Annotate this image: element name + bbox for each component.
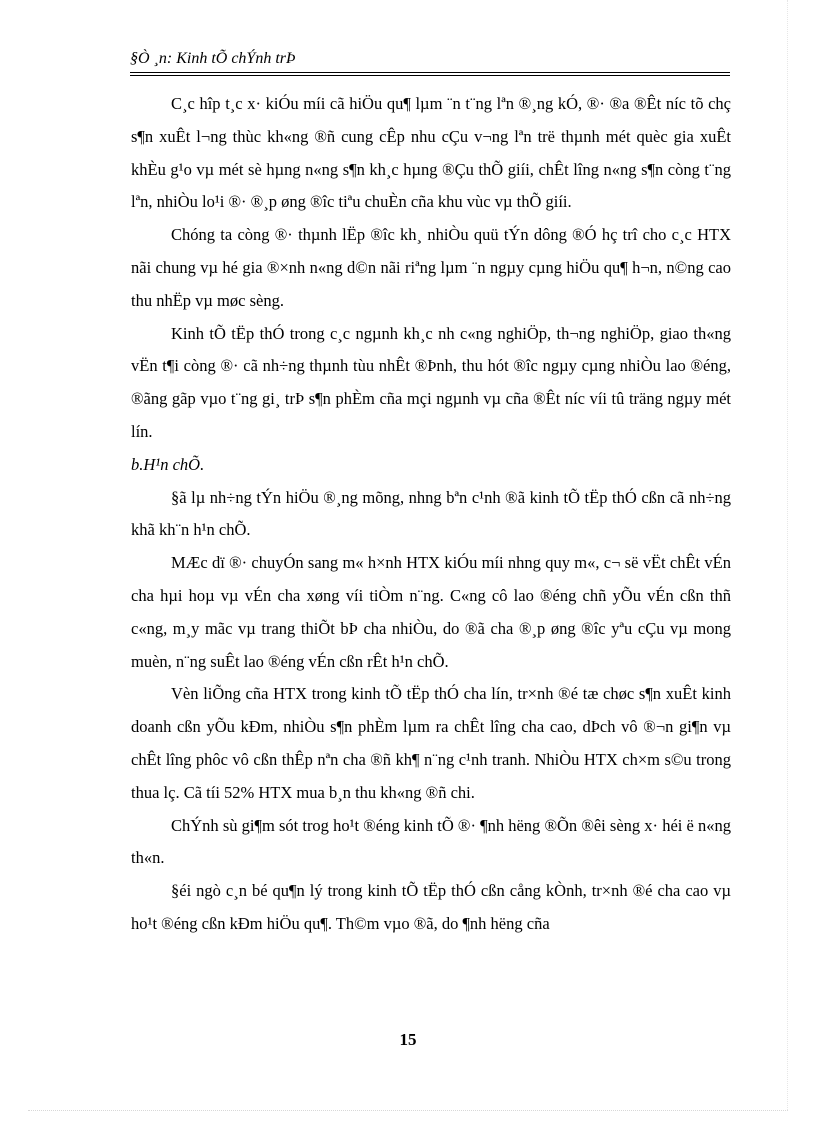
paragraph: §ã lµ nh÷ng tÝn hiÖu ®¸ng mõng, nhng bªn c¹nh ®ã kinh tÕ tËp thÓ cßn cã nh÷ng khã kh¨n h¹n chÕ. [131, 487, 731, 540]
paragraph: C¸c hîp t¸c x· kiÓu míi cã hiÖu qu¶ lµm ¨n t¨ng lªn ®¸ng kÓ, ®· ®a ®Êt níc tõ chç s¶n xuÊt l¬ng thùc kh«ng ®ñ cung cÊp nhu cÇu v¬ng lªn trë thµnh mét quèc gia xuÊt khÈu g¹o vµ mét sè hµng n«ng s¶n kh¸c hµng ®Çu thÕ giíi, chÊt lîng n«ng s¶n còng t¨ng lªn, nhiÒu lo¹i ®· ®¸p øng ®îc tiªu chuÈn cña khu vùc vµ thÕ giíi. [131, 94, 731, 212]
paragraph: Vèn liÕng cña HTX trong kinh tÕ tËp thÓ cha lín, tr×nh ®é tæ chøc s¶n xuÊt kinh doanh cßn yÕu kÐm, nhiÒu s¶n phÈm lµm ra chÊt lîng cha cao, dÞch vô ®¬n gi¶n vµ chÊt lîng phôc vô cßn thÊp nªn cha ®ñ kh¶ n¨ng c¹nh tranh. NhiÒu HTX ch×m s©u trong thua lç. Cã tíi 52% HTX mua b¸n thu kh«ng ®ñ chi. [131, 684, 731, 802]
paragraph: Chóng ta còng ®· thµnh lËp ®îc kh¸ nhiÒu quü tÝn dông ®Ó hç trî cho c¸c HTX nãi chung vµ hé gia ®×nh n«ng d©n nãi riªng lµm ¨n ngµy cµng hiÖu qu¶ h¬n, n©ng cao thu nhËp vµ møc sèng. [131, 225, 731, 310]
header-rule-thin [130, 75, 730, 76]
page-edge-divider [28, 1110, 788, 1111]
header-rule-thick [130, 72, 730, 73]
paragraph: MÆc dï ®· chuyÓn sang m« h×nh HTX kiÓu míi nhng quy m«, c¬ së vËt chÊt vÉn cha hµi hoµ vµ vÉn cha xøng víi tiÒm n¨ng. C«ng cô lao ®éng chñ yÕu vÉn cßn thñ c«ng, m¸y mãc vµ trang thiÕt bÞ cha nhiÒu, do ®ã cha ®¸p øng ®îc yªu cÇu vµ mong muèn, n¨ng suÊt lao ®éng vÉn cßn rÊt h¹n chÕ. [131, 553, 731, 671]
paragraph: §éi ngò c¸n bé qu¶n lý trong kinh tÕ tËp thÓ cßn cång kÒnh, tr×nh ®é cha cao vµ ho¹t ®éng cßn kÐm hiÖu qu¶. Th©m vµo ®ã, do ¶nh hëng cña [131, 881, 731, 933]
section-heading: b.H¹n chÕ. [131, 454, 205, 474]
page-body [131, 88, 731, 941]
header-title: §Ò ¸n: Kinh tÕ chÝnh trÞ [130, 50, 296, 67]
page-edge-margin [787, 0, 788, 1110]
paragraph: Kinh tÕ tËp thÓ trong c¸c ngµnh kh¸c nh c«ng nghiÖp, th¬ng nghiÖp, giao th«ng vËn t¶i còng ®· cã nh÷ng thµnh tùu nhÊt ®Þnh, thu hót ®îc ngµy cµng nhiÒu lao ®éng, ®ãng gãp vµo t¨ng gi¸ trÞ s¶n phÈm cña mçi ngµnh vµ cña ®Êt níc víi tû träng ngµy mét lín. [131, 323, 731, 441]
running-header [130, 50, 730, 72]
page-number: 15 [399, 1030, 417, 1049]
paragraph: ChÝnh sù gi¶m sót trog ho¹t ®éng kinh tÕ ®· ¶nh hëng ®Õn ®êi sèng x· héi ë n«ng th«n. [131, 815, 731, 868]
